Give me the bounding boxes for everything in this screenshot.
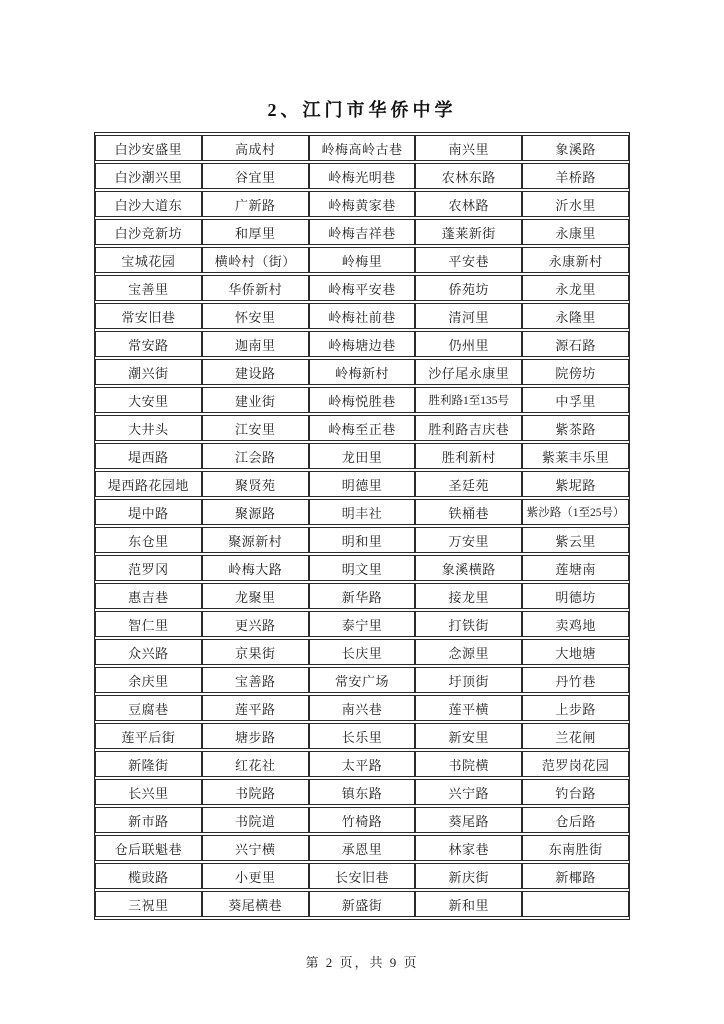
street-cell: 迦南里	[202, 331, 309, 357]
street-cell: 院傍坊	[522, 359, 629, 385]
table-row	[95, 835, 629, 861]
street-cell: 接龙里	[415, 583, 522, 609]
street-cell: 聚源路	[202, 499, 309, 525]
street-cell: 岭梅平安巷	[309, 275, 416, 301]
table-row	[95, 555, 629, 581]
table-row	[95, 863, 629, 889]
street-cell: 岭梅塘边巷	[309, 331, 416, 357]
street-cell: 聚贤苑	[202, 471, 309, 497]
street-cell: 小更里	[202, 863, 309, 889]
street-cell: 江会路	[202, 443, 309, 469]
street-cell: 谷宜里	[202, 163, 309, 189]
page-title: 2、江门市华侨中学	[267, 100, 457, 120]
table-row	[95, 723, 629, 749]
street-cell: 仓后联魁巷	[95, 835, 202, 861]
street-cell: 紫莱丰乐里	[522, 443, 629, 469]
street-cell: 岭梅至正巷	[309, 415, 416, 441]
street-cell: 农林东路	[415, 163, 522, 189]
street-cell: 长庆里	[309, 639, 416, 665]
street-cell: 新隆街	[95, 751, 202, 777]
street-cell: 堤西路花园地	[95, 471, 202, 497]
street-cell: 新庆街	[415, 863, 522, 889]
street-cell: 兰花闸	[522, 723, 629, 749]
streets-table-body	[95, 135, 629, 917]
street-cell: 众兴路	[95, 639, 202, 665]
street-cell: 仍州里	[415, 331, 522, 357]
table-row	[95, 303, 629, 329]
street-cell: 紫沙路（1至25号）	[522, 499, 629, 525]
street-cell: 承恩里	[309, 835, 416, 861]
table-row	[95, 611, 629, 637]
table-row	[95, 275, 629, 301]
street-cell: 更兴路	[202, 611, 309, 637]
table-row	[95, 695, 629, 721]
street-cell: 新盛街	[309, 891, 416, 917]
street-cell: 岭梅社前巷	[309, 303, 416, 329]
street-cell: 大安里	[95, 387, 202, 413]
street-cell: 红花社	[202, 751, 309, 777]
table-row	[95, 583, 629, 609]
street-cell: 智仁里	[95, 611, 202, 637]
street-cell: 南兴巷	[309, 695, 416, 721]
street-cell: 榄豉路	[95, 863, 202, 889]
street-cell: 岭梅里	[309, 247, 416, 273]
street-cell: 蓬莱新街	[415, 219, 522, 245]
street-cell: 永康里	[522, 219, 629, 245]
street-cell: 明和里	[309, 527, 416, 553]
street-cell: 明文里	[309, 555, 416, 581]
street-cell: 白沙竞新坊	[95, 219, 202, 245]
street-cell: 上步路	[522, 695, 629, 721]
street-cell: 沂水里	[522, 191, 629, 217]
street-cell: 丹竹巷	[522, 667, 629, 693]
street-cell: 龙田里	[309, 443, 416, 469]
street-cell: 清河里	[415, 303, 522, 329]
street-cell: 岭梅吉祥巷	[309, 219, 416, 245]
table-row	[95, 471, 629, 497]
street-cell: 范罗冈	[95, 555, 202, 581]
table-row	[95, 751, 629, 777]
street-cell: 镇东路	[309, 779, 416, 805]
street-cell: 新市路	[95, 807, 202, 833]
street-cell: 仓后路	[522, 807, 629, 833]
street-cell: 念源里	[415, 639, 522, 665]
street-cell: 常安旧巷	[95, 303, 202, 329]
table-row	[95, 163, 629, 189]
street-cell: 圣廷苑	[415, 471, 522, 497]
street-cell: 常安广场	[309, 667, 416, 693]
table-row	[95, 443, 629, 469]
street-cell: 泰宁里	[309, 611, 416, 637]
street-cell: 高成村	[202, 135, 309, 161]
street-cell: 胜利路吉庆巷	[415, 415, 522, 441]
street-cell: 胜利路1至135号	[415, 387, 522, 413]
street-cell: 岭梅大路	[202, 555, 309, 581]
street-cell: 农林路	[415, 191, 522, 217]
street-cell: 象溪路	[522, 135, 629, 161]
street-cell: 书院路	[202, 779, 309, 805]
street-cell: 豆腐巷	[95, 695, 202, 721]
street-cell: 白沙安盛里	[95, 135, 202, 161]
table-row	[95, 135, 629, 161]
street-cell: 万安里	[415, 527, 522, 553]
street-cell: 大地塘	[522, 639, 629, 665]
street-cell	[522, 891, 629, 917]
table-row	[95, 779, 629, 805]
table-row	[95, 527, 629, 553]
street-cell: 新和里	[415, 891, 522, 917]
street-cell: 范罗岗花园	[522, 751, 629, 777]
street-cell: 永康新村	[522, 247, 629, 273]
street-cell: 聚源新村	[202, 527, 309, 553]
street-cell: 新安里	[415, 723, 522, 749]
table-row	[95, 807, 629, 833]
street-cell: 明德坊	[522, 583, 629, 609]
street-cell: 建业街	[202, 387, 309, 413]
street-cell: 长安旧巷	[309, 863, 416, 889]
street-cell: 三祝里	[95, 891, 202, 917]
street-cell: 广新路	[202, 191, 309, 217]
street-cell: 兴宁路	[415, 779, 522, 805]
street-cell: 和厚里	[202, 219, 309, 245]
street-cell: 宝善路	[202, 667, 309, 693]
streets-table	[94, 132, 630, 920]
street-cell: 新椰路	[522, 863, 629, 889]
table-row	[95, 639, 629, 665]
table-row	[95, 415, 629, 441]
street-cell: 竹椅路	[309, 807, 416, 833]
street-cell: 莲平横	[415, 695, 522, 721]
street-cell: 书院道	[202, 807, 309, 833]
street-cell: 怀安里	[202, 303, 309, 329]
table-row	[95, 191, 629, 217]
street-cell: 龙聚里	[202, 583, 309, 609]
street-cell: 堤西路	[95, 443, 202, 469]
street-cell: 打铁街	[415, 611, 522, 637]
street-cell: 莲塘南	[522, 555, 629, 581]
street-cell: 余庆里	[95, 667, 202, 693]
street-cell: 华侨新村	[202, 275, 309, 301]
street-cell: 紫茶路	[522, 415, 629, 441]
table-row	[95, 331, 629, 357]
street-cell: 卖鸡地	[522, 611, 629, 637]
street-cell: 书院横	[415, 751, 522, 777]
street-cell: 塘步路	[202, 723, 309, 749]
street-cell: 羊桥路	[522, 163, 629, 189]
table-row	[95, 667, 629, 693]
street-cell: 葵尾横巷	[202, 891, 309, 917]
street-cell: 常安路	[95, 331, 202, 357]
street-cell: 铁桶巷	[415, 499, 522, 525]
street-cell: 岭梅光明巷	[309, 163, 416, 189]
street-cell: 太平路	[309, 751, 416, 777]
street-cell: 潮兴街	[95, 359, 202, 385]
street-cell: 沙仔尾永康里	[415, 359, 522, 385]
street-cell: 明德里	[309, 471, 416, 497]
street-cell: 新华路	[309, 583, 416, 609]
street-cell: 横岭村（街）	[202, 247, 309, 273]
street-cell: 东仓里	[95, 527, 202, 553]
street-cell: 江安里	[202, 415, 309, 441]
street-cell: 莲平路	[202, 695, 309, 721]
street-cell: 岭梅高岭古巷	[309, 135, 416, 161]
street-cell: 岭梅悦胜巷	[309, 387, 416, 413]
street-cell: 岭梅新村	[309, 359, 416, 385]
street-cell: 中孚里	[522, 387, 629, 413]
street-cell: 圩顶街	[415, 667, 522, 693]
street-cell: 莲平后街	[95, 723, 202, 749]
street-cell: 建设路	[202, 359, 309, 385]
table-row	[95, 891, 629, 917]
table-row	[95, 499, 629, 525]
street-cell: 东南胜街	[522, 835, 629, 861]
street-cell: 宝城花园	[95, 247, 202, 273]
street-cell: 胜利新村	[415, 443, 522, 469]
street-cell: 紫云里	[522, 527, 629, 553]
street-cell: 象溪横路	[415, 555, 522, 581]
street-cell: 南兴里	[415, 135, 522, 161]
street-cell: 白沙大道东	[95, 191, 202, 217]
street-cell: 兴宁横	[202, 835, 309, 861]
table-row	[95, 247, 629, 273]
table-row	[95, 359, 629, 385]
street-cell: 长乐里	[309, 723, 416, 749]
street-cell: 长兴里	[95, 779, 202, 805]
street-cell: 紫坭路	[522, 471, 629, 497]
street-cell: 宝善里	[95, 275, 202, 301]
street-cell: 京果街	[202, 639, 309, 665]
street-cell: 大井头	[95, 415, 202, 441]
street-cell: 明丰社	[309, 499, 416, 525]
street-cell: 白沙潮兴里	[95, 163, 202, 189]
street-cell: 惠吉巷	[95, 583, 202, 609]
street-cell: 源石路	[522, 331, 629, 357]
street-cell: 葵尾路	[415, 807, 522, 833]
page-number: 第 2 页，共 9 页	[305, 955, 419, 970]
street-cell: 永龙里	[522, 275, 629, 301]
street-cell: 岭梅黄家巷	[309, 191, 416, 217]
street-cell: 林家巷	[415, 835, 522, 861]
street-cell: 侨苑坊	[415, 275, 522, 301]
table-row	[95, 387, 629, 413]
street-cell: 堤中路	[95, 499, 202, 525]
table-row	[95, 219, 629, 245]
street-cell: 永隆里	[522, 303, 629, 329]
street-cell: 钓台路	[522, 779, 629, 805]
street-cell: 平安巷	[415, 247, 522, 273]
